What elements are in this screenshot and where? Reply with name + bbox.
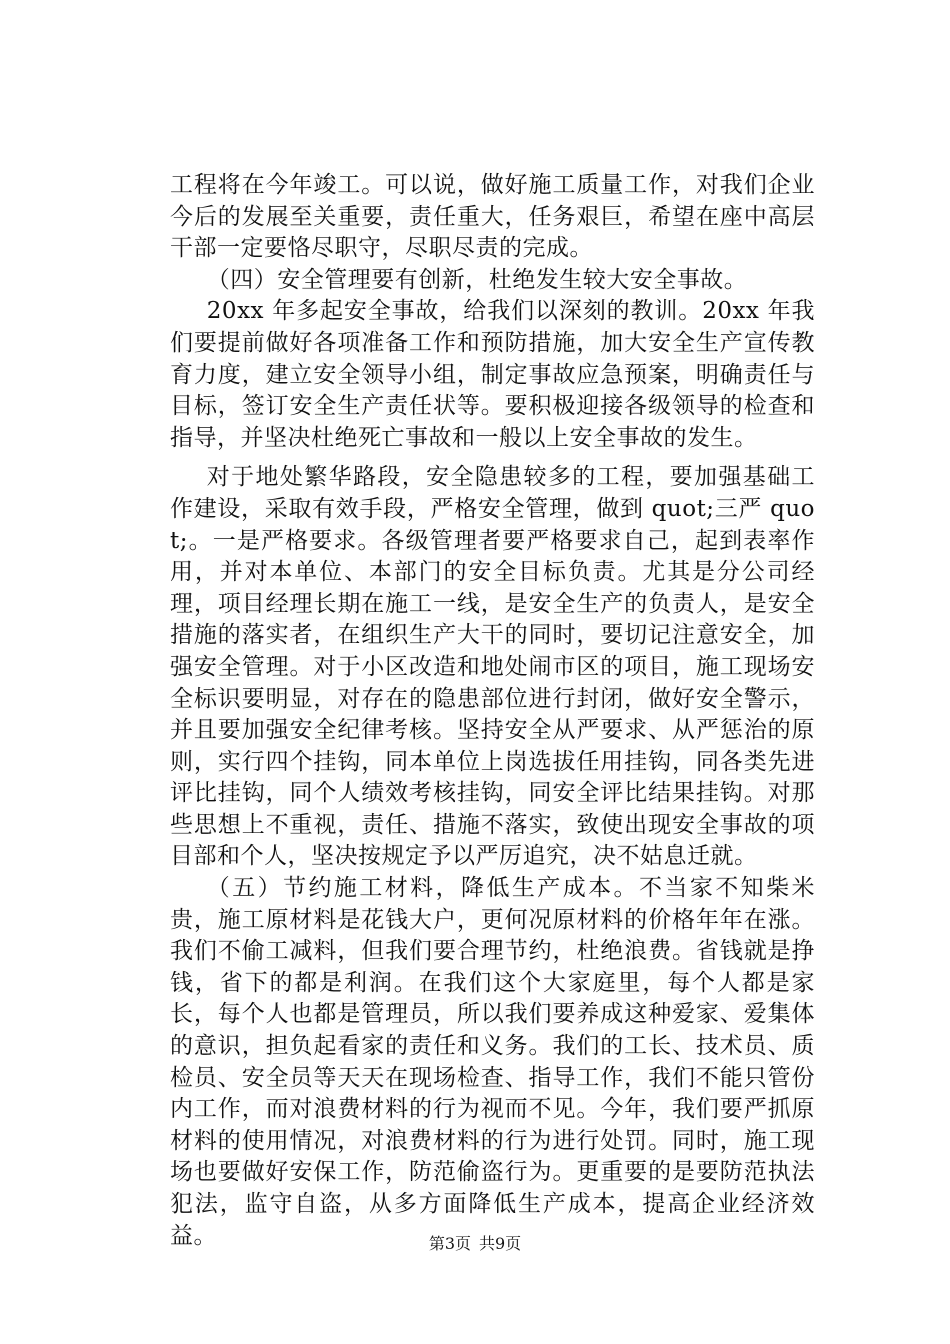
section-heading-cost-saving: （五）节约施工材料，降低生产成本。不当家不知柴米贵，施工原材料是花钱大户，更何况原材料的价格年年在涨。我们不偷工减料，但我们要合理节约，杜绝浪费。省钱就是挣钱，省下的都是利润。在我们这个大家庭里，每个人都是家长，每个人也都是管理员，所以我们要养成这种爱家、爱集体的意识，担负起看家的责任和义务。我们的工长、技术员、质检员、安全员等天天在现场检查、指导工作，我们不能只管份内工作，而对浪费材料的行为视而不见。今年，我们要严抓原材料的使用情况，对浪费材料的行为进行处罚。同时，施工现场也要做好安保工作，防范偷盗行为。更重要的是要防范执法犯法，监守自盗，从多方面降低生产成本，提高企业经济效益。 (170, 875, 815, 1249)
document-body (170, 170, 815, 1252)
page-number-current: 第3页 (428, 1234, 471, 1253)
section-heading-safety: （四）安全管理要有创新，杜绝发生较大安全事故。 (206, 266, 748, 293)
page-number-total: 共9页 (479, 1234, 522, 1253)
paragraph-continuation: 工程将在今年竣工。可以说，做好施工质量工作，对我们企业今后的发展至关重要，责任重大，任务艰巨，希望在座中高层干部一定要恪尽职守，尽职尽责的完成。 (170, 172, 815, 262)
page-footer (0, 1234, 950, 1254)
paragraph-safety-management: 对于地处繁华路段，安全隐患较多的工程，要加强基础工作建设，采取有效手段，严格安全管理，做到 quot;三严 quot;。一是严格要求。各级管理者要严格要求自己，起到表率作用，并对本单位、本部门的安全目标负责。尤其是分公司经理，项目经理长期在施工一线，是安全生产的负责人，是安全措施的落实者，在组织生产大干的同时，要切记注意安全，加强安全管理。对于小区改造和地处闹市区的项目，施工现场安全标识要明显，对存在的隐患部位进行封闭，做好安全警示，并且要加强安全纪律考核。坚持安全从严要求、从严惩治的原则，实行四个挂钩，同本单位上岗选拔任用挂钩，同各类先进评比挂钩，同个人绩效考核挂钩，同安全评比结果挂钩。对那些思想上不重视，责任、措施不落实，致使出现安全事故的项目部和个人，坚决按规定予以严厉追究，决不姑息迁就。 (170, 464, 815, 870)
paragraph-safety-lessons: 20xx 年多起安全事故，给我们以深刻的教训。20xx 年我们要提前做好各项准备工作和预防措施，加大安全生产宣传教育力度，建立安全领导小组，制定事故应急预案，明确责任与目标，签订安全生产责任状等。要积极迎接各级领导的检查和指导，并坚决杜绝死亡事故和一般以上安全事故的发生。 (170, 298, 815, 451)
